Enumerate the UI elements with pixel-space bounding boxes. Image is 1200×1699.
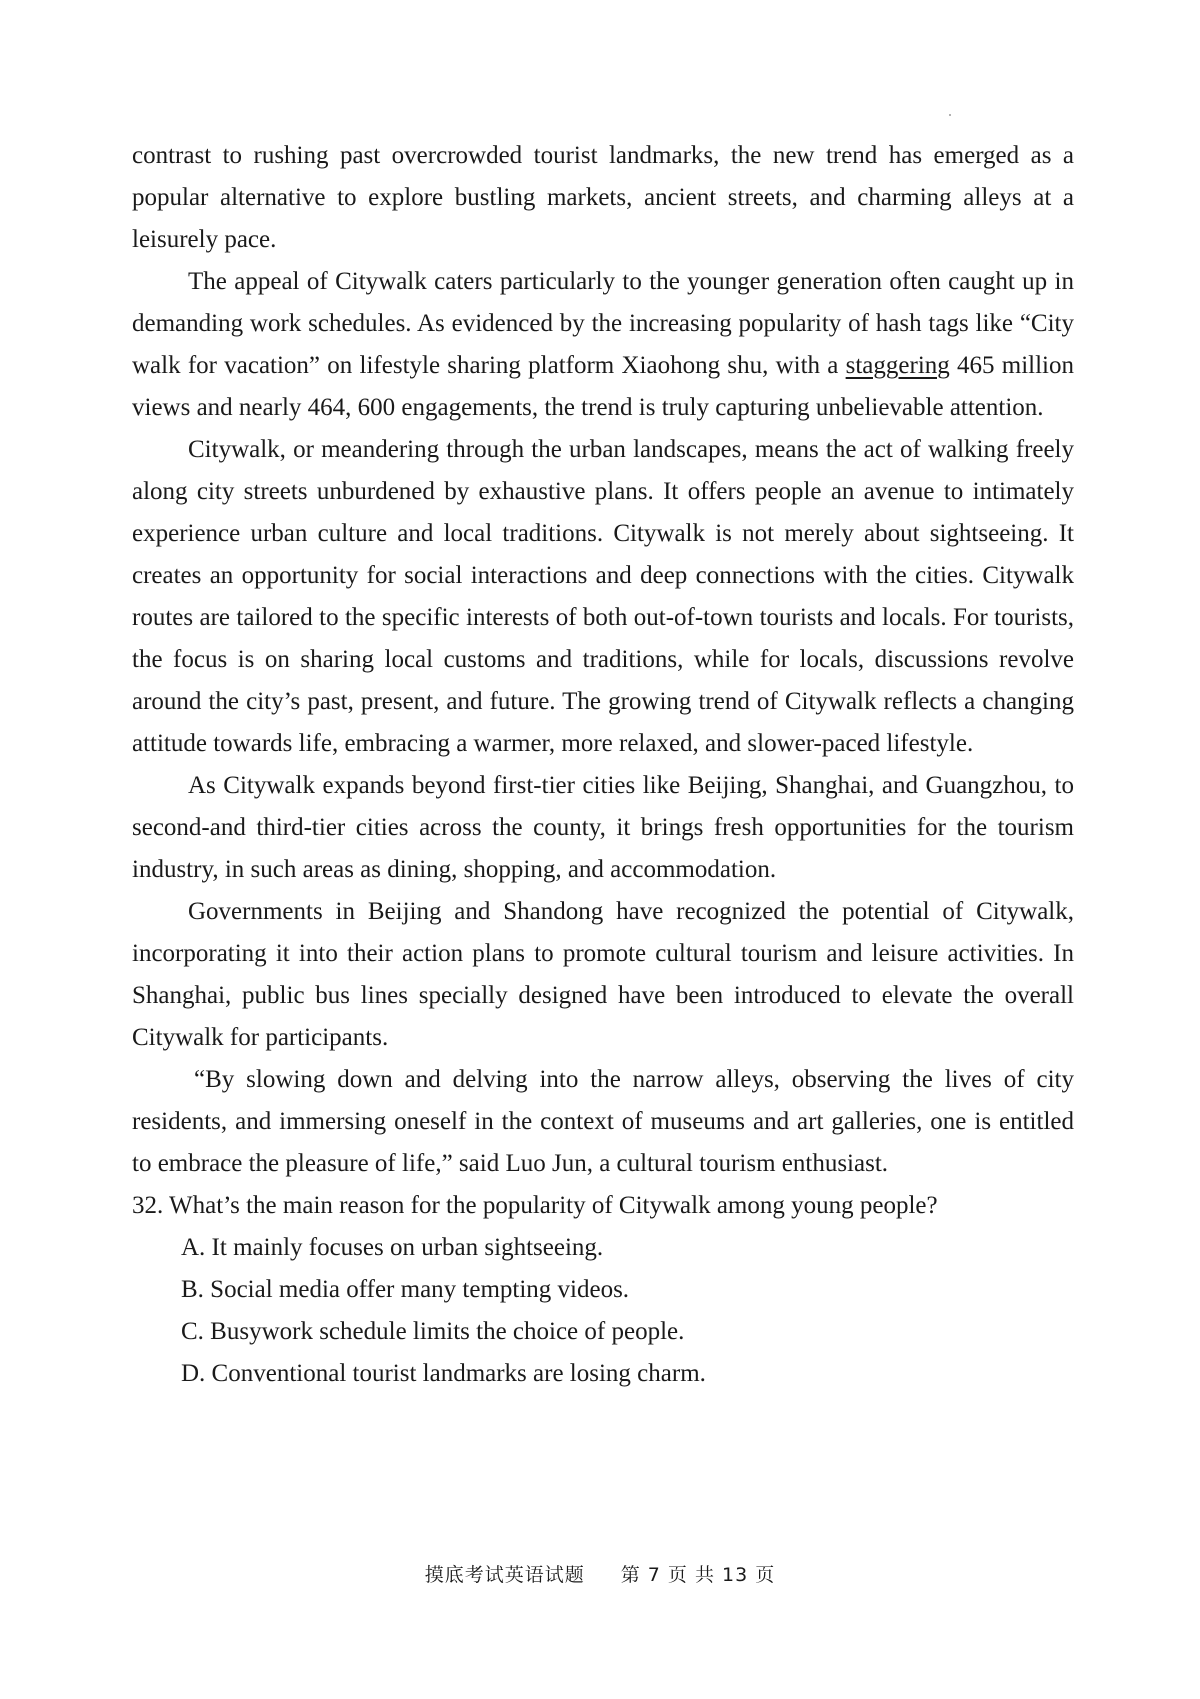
- passage-paragraph-governments: Governments in Beijing and Shandong have recognized the potential of Citywalk, incorporating it into their action plans to promote cultural tourism and leisure activities. In Shanghai, public bus lines specially designed have been introduced to elevate the overall Citywalk for participants.: [132, 898, 1074, 1051]
- answer-option-d: D. Conventional tourist landmarks are losing charm.: [181, 1360, 706, 1387]
- exam-title: 摸底考试英语试题: [424, 1564, 585, 1586]
- paragraph-text: 465 million views and nearly 464, 600 engagements, the trend is truly capturing unbelievable attention.: [132, 352, 1074, 421]
- underlined-word: staggering: [845, 352, 950, 379]
- passage-paragraph-expansion: As Citywalk expands beyond first-tier cities like Beijing, Shanghai, and Guangzhou, to second-and third-tier cities across the county, it brings fresh opportunities for the tourism industry, in such areas as dining, shopping, and accommodation.: [132, 772, 1074, 883]
- paragraph-text: The appeal of Citywalk caters particularly to the younger generation often caught up in demanding work schedules. As evidenced by the increasing popularity of hash tags like “City walk for vacation” on lifestyle sharing platform Xiaohong shu, with a: [132, 268, 1074, 379]
- page-number: 第 7 页 共 13 页: [620, 1564, 776, 1586]
- passage-paragraph-continued: contrast to rushing past overcrowded tourist landmarks, the new trend has emerged as a popular alternative to explore bustling markets, ancient streets, and charming alleys at a leisurely pace.: [132, 142, 1074, 253]
- reading-passage: [132, 135, 1074, 1395]
- passage-paragraph-definition: Citywalk, or meandering through the urban landscapes, means the act of walking freely along city streets unburdened by exhaustive plans. It offers people an avenue to intimately experience urban culture and local traditions. Citywalk is not merely about sightseeing. It creates an opportunity for social interactions and deep connections with the cities. Citywalk routes are tailored to the specific interests of both out-of-town tourists and locals. For tourists, the focus is on sharing local customs and traditions, while for locals, discussions revolve around the city’s past, present, and future. The growing trend of Citywalk reflects a changing attitude towards life, embracing a warmer, more relaxed, and slower-paced lifestyle.: [132, 436, 1074, 757]
- page-footer: [0, 1560, 1200, 1587]
- answer-option-b: B. Social media offer many tempting videos.: [181, 1276, 630, 1303]
- passage-paragraph-appeal: [132, 261, 1074, 429]
- answer-option-a: A. It mainly focuses on urban sightseeing.: [181, 1234, 604, 1261]
- question-stem: 32. What’s the main reason for the popularity of Citywalk among young people?: [132, 1192, 938, 1219]
- passage-paragraph-quote: “By slowing down and delving into the narrow alleys, observing the lives of city residents, and immersing oneself in the context of museums and art galleries, one is entitled to embrace the pleasure of life,” said Luo Jun, a cultural tourism enthusiast.: [132, 1066, 1074, 1177]
- scan-speck: [949, 114, 951, 116]
- answer-option-c: C. Busywork schedule limits the choice of people.: [181, 1318, 685, 1345]
